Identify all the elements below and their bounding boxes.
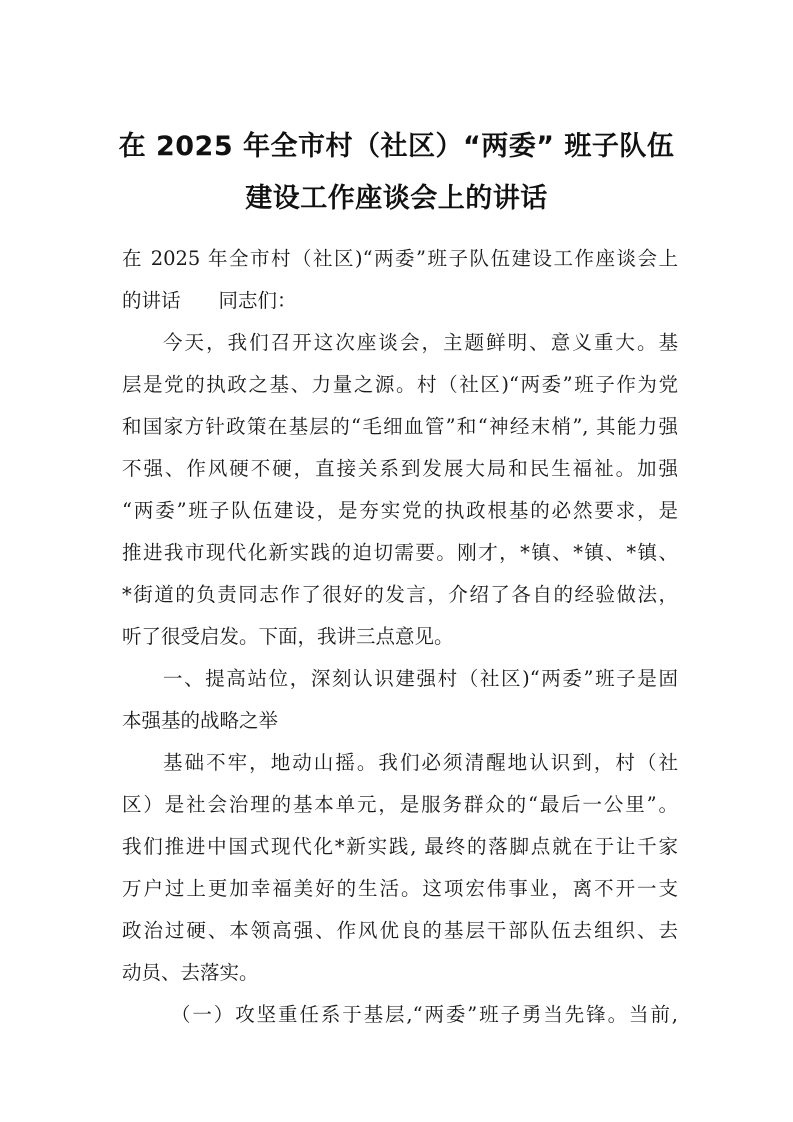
body-line: “两委”班子队伍建设，是夯实党的执政根基的必然要求，是 bbox=[122, 499, 678, 522]
body-line: 层是党的执政之基、力量之源。村（社区)“两委”班子作为党 bbox=[122, 373, 678, 396]
body-line: 政治过硬、本领高强、作风优良的基层干部队伍去组织、去 bbox=[122, 919, 678, 942]
body-line: 万户过上更加幸福美好的生活。这项宏伟事业，离不开一支 bbox=[122, 877, 678, 900]
body-line: 和国家方针政策在基层的“毛细血管”和“神经末梢”, 其能力强 bbox=[122, 415, 678, 438]
section-heading-line: 一、提高站位，深刻认识建强村（社区)“两委”班子是固 bbox=[163, 667, 678, 690]
body-line bbox=[122, 285, 678, 327]
document-title-line-1: 在 2025 年全市村（社区）“两委” 班子队伍 bbox=[118, 131, 675, 162]
body-line: 基础不牢，地动山摇。我们必须清醒地认识到，村（社 bbox=[163, 751, 678, 774]
subsection-heading-line: （一）攻坚重任系于基层,“两委”班子勇当先锋。当前, bbox=[171, 1003, 678, 1026]
body-line: 不强、作风硬不硬，直接关系到发展大局和民生福祉。加强 bbox=[122, 457, 678, 480]
body-line: 听了很受启发。下面，我讲三点意见。 bbox=[122, 625, 454, 648]
document-body bbox=[122, 243, 678, 1041]
body-line: 区）是社会治理的基本单元，是服务群众的“最后一公里”。 bbox=[122, 793, 678, 816]
document-title-line-2: 建设工作座谈会上的讲话 bbox=[245, 183, 548, 214]
body-line: 动员、去落实。 bbox=[122, 961, 259, 984]
body-line: 在 2025 年全市村（社区)“两委”班子队伍建设工作座谈会上 bbox=[122, 247, 678, 270]
salutation: 同志们： bbox=[218, 289, 297, 312]
body-line: 我们推进中国式现代化*新实践, 最终的落脚点就在于让千家 bbox=[122, 835, 678, 858]
body-line-text: 的讲话 bbox=[122, 289, 181, 312]
body-line: *街道的负责同志作了很好的发言，介绍了各自的经验做法， bbox=[122, 583, 678, 606]
body-line: 今天，我们召开这次座谈会，主题鲜明、意义重大。基 bbox=[163, 331, 678, 354]
section-heading-line: 本强基的战略之举 bbox=[122, 709, 279, 732]
body-line: 推进我市现代化新实践的迫切需要。刚才，*镇、*镇、*镇、 bbox=[122, 541, 678, 564]
